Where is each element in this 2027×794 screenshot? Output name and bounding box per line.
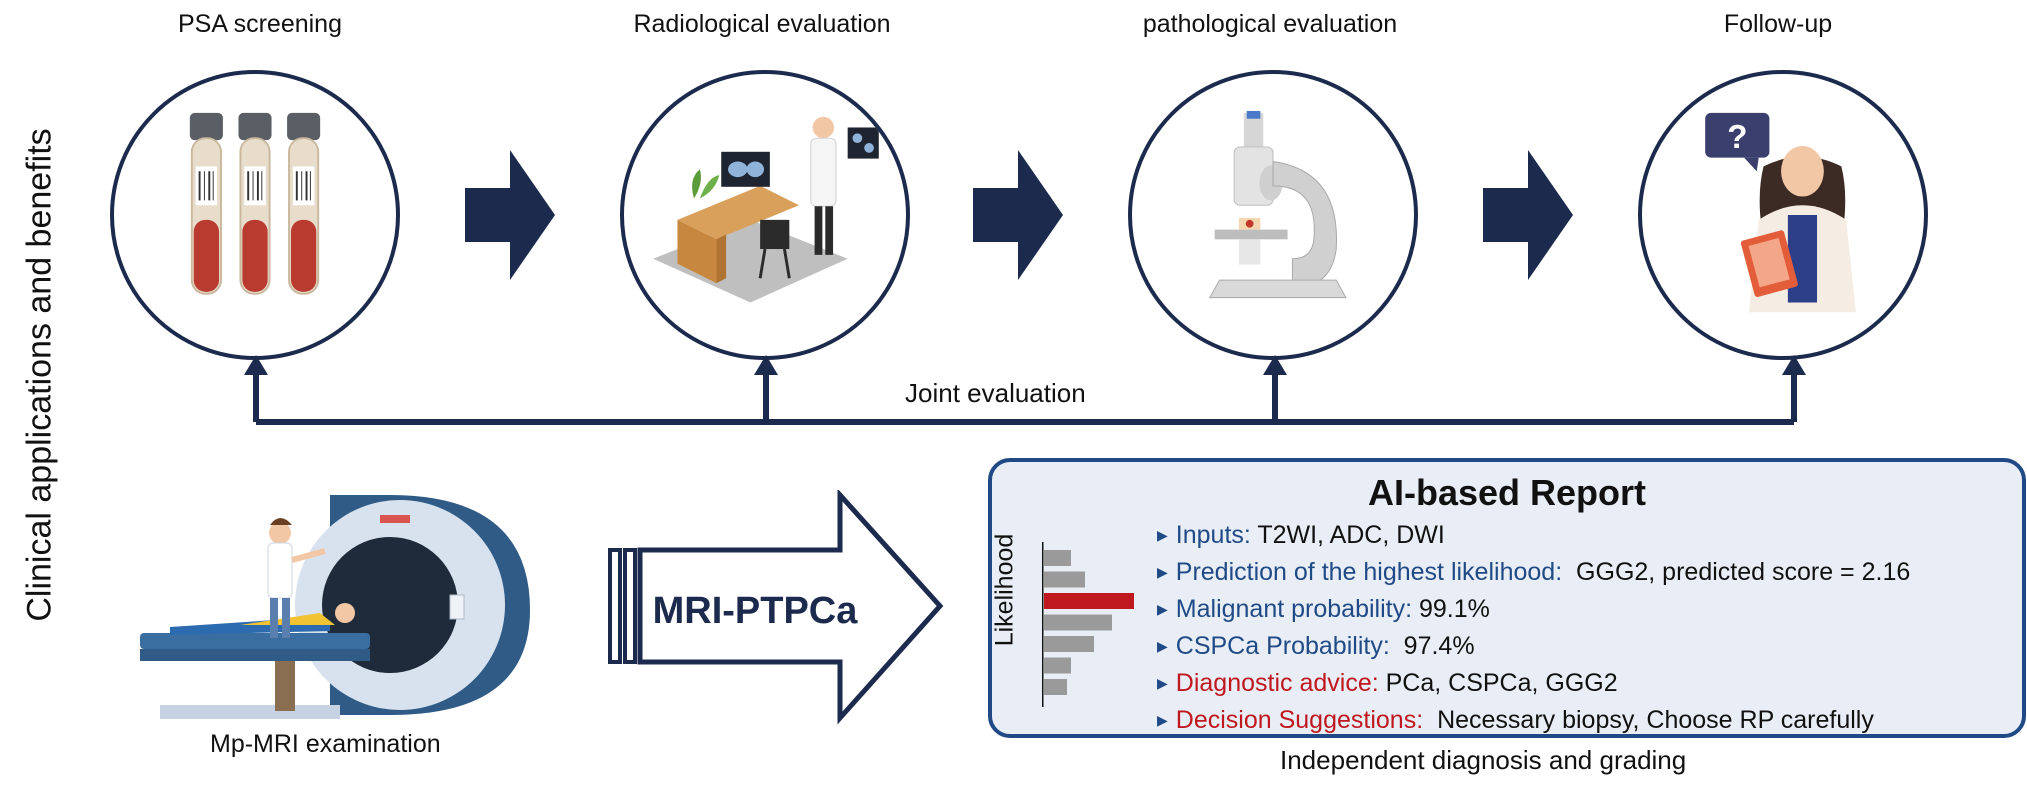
likelihood-bar — [1044, 550, 1071, 566]
model-label: MRI-PTPCa — [652, 590, 858, 632]
report-key: Diagnostic advice: — [1175, 669, 1379, 697]
radiologist-workstation-icon — [624, 74, 906, 356]
report-value: 99.1% — [1418, 595, 1490, 623]
likelihood-bar — [1044, 615, 1112, 631]
report-rows — [1157, 517, 1910, 739]
followup-circle — [1638, 70, 1928, 360]
stage-title-psa: PSA screening — [178, 10, 342, 38]
stage-title-radiological: Radiological evaluation — [633, 10, 891, 38]
report-value: 97.4% — [1403, 632, 1475, 660]
report-key: CSPCa Probability: — [1175, 632, 1390, 660]
likelihood-bar — [1044, 658, 1071, 674]
likelihood-bar — [1044, 636, 1094, 652]
report-key: Decision Suggestions: — [1175, 706, 1424, 734]
likelihood-bar — [1044, 679, 1067, 695]
likelihood-label: Likelihood — [990, 533, 1019, 647]
ai-report-panel — [988, 458, 2026, 738]
joint-evaluation-label: Joint evaluation — [905, 378, 1086, 408]
report-row-diagnostic: ▶ Diagnostic advice: PCa, CSPCa, GGG2 — [1157, 669, 1618, 697]
mri-scanner-icon — [140, 485, 540, 725]
psa-screening-circle — [110, 70, 400, 360]
report-value: GGG2, predicted score = 2.16 — [1576, 558, 1911, 586]
report-value: T2WI, ADC, DWI — [1257, 521, 1445, 549]
blood-tubes-icon — [114, 74, 396, 356]
stage-title-pathological: pathological evaluation — [1142, 10, 1398, 38]
report-key: Prediction of the highest likelihood: — [1175, 558, 1563, 586]
bottom-caption: Independent diagnosis and grading — [1280, 745, 1687, 775]
report-value: PCa, CSPCa, GGG2 — [1385, 669, 1618, 697]
likelihood-chart — [1042, 542, 1152, 712]
report-row-malignant: ▶ Malignant probability: 99.1% — [1157, 595, 1490, 623]
mri-exam-label: Mp-MRI examination — [210, 730, 441, 758]
likelihood-bar — [1044, 572, 1085, 588]
microscope-icon — [1132, 74, 1414, 356]
radiological-evaluation-circle — [620, 70, 910, 360]
report-key: Malignant probability: — [1175, 595, 1413, 623]
report-row-decision: ▶ Decision Suggestions: Necessary biopsy, Choose RP carefully — [1157, 706, 1874, 734]
svg-text:?: ? — [1727, 118, 1748, 156]
report-title: AI-based Report — [1367, 472, 1647, 513]
arrow-right-icon-1 — [460, 150, 560, 280]
report-row-inputs: ▶ Inputs: T2WI, ADC, DWI — [1157, 521, 1445, 549]
report-row-prediction: ▶ Prediction of the highest likelihood: GGG2, predicted score = 2.16 — [1157, 558, 1911, 586]
pathological-evaluation-circle — [1128, 70, 1418, 360]
report-value: Necessary biopsy, Choose RP carefully — [1437, 706, 1874, 734]
arrow-right-icon-3 — [1478, 150, 1578, 280]
doctor-with-clipboard-icon — [1642, 74, 1924, 356]
arrow-right-icon-2 — [968, 150, 1068, 280]
stage-title-followup: Follow-up — [1723, 10, 1833, 38]
report-key: Inputs: — [1175, 521, 1251, 549]
likelihood-bar — [1044, 593, 1134, 609]
side-label: Clinical applications and benefits — [20, 128, 59, 622]
report-row-cspca: ▶ CSPCa Probability: 97.4% — [1157, 632, 1475, 660]
